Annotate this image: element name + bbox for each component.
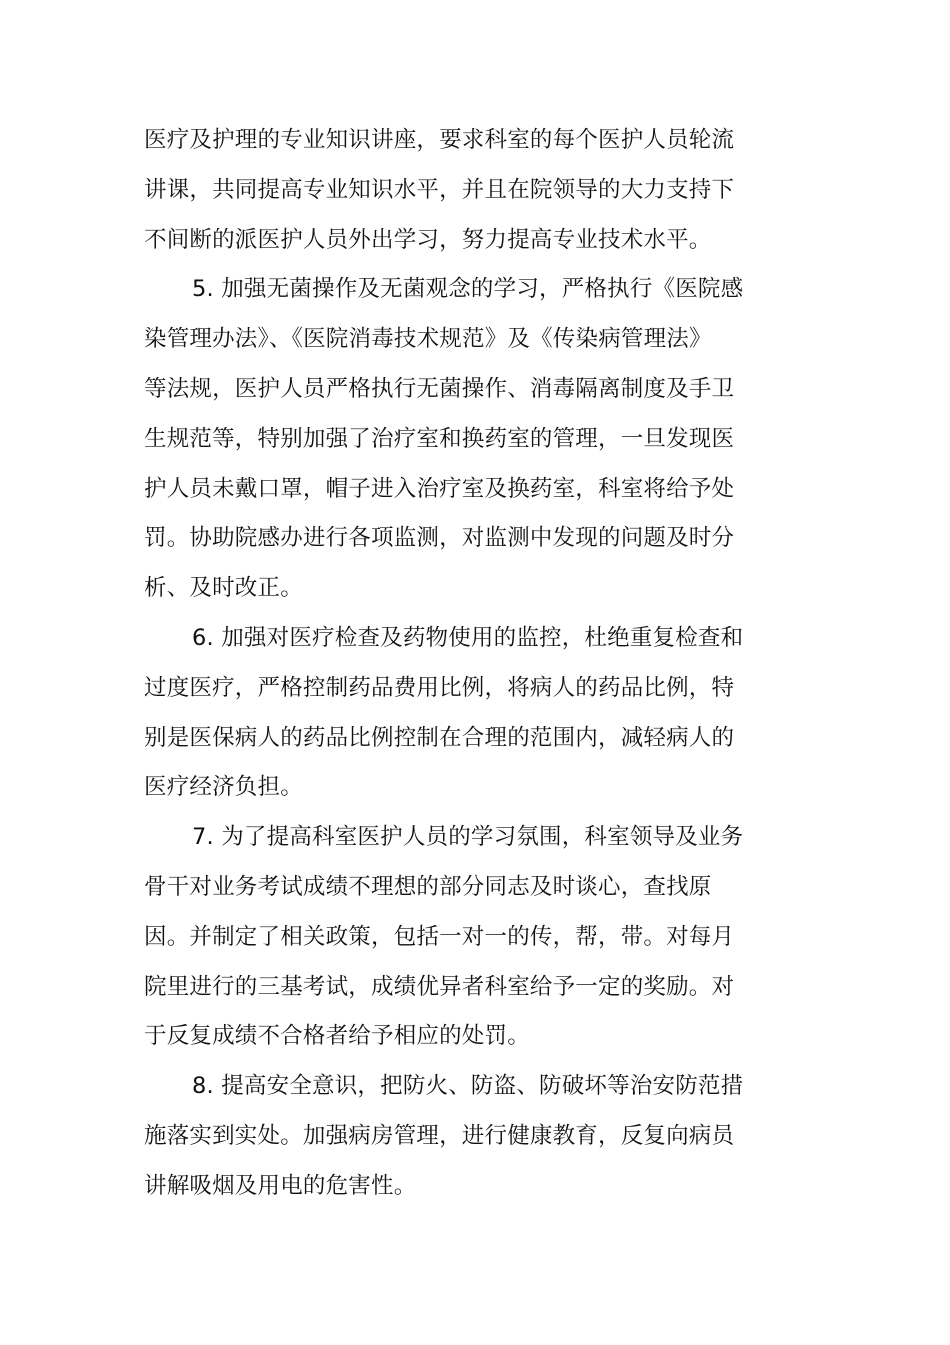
text-line: 施落实到实处。加强病房管理，进行健康教育，反复向病员 (144, 1122, 735, 1149)
text-line: 过度医疗，严格控制药品费用比例，将病人的药品比例，特 (144, 674, 735, 701)
document-body (144, 116, 754, 1212)
paragraph-item-7 (144, 813, 754, 1062)
text-line: 8. 提高安全意识，把防火、防盗、防破坏等治安防范措 (192, 1073, 744, 1100)
text-line: 别是医保病人的药品比例控制在合理的范围内，减轻病人的 (144, 724, 735, 751)
text-line: 生规范等，特别加强了治疗室和换药室的管理，一旦发现医 (144, 425, 735, 452)
text-line: 讲解吸烟及用电的危害性。 (144, 1172, 417, 1199)
text-line: 染管理办法》、《医院消毒技术规范》及《传染病管理法》 (144, 326, 712, 353)
paragraph-item-8 (144, 1062, 754, 1211)
text-line: 因。并制定了相关政策，包括一对一的传，帮，带。对每月 (144, 923, 735, 950)
text-line: 讲课，共同提高专业知识水平，并且在院领导的大力支持下 (144, 176, 735, 203)
paragraph-item-5 (144, 265, 754, 614)
text-line: 等法规，医护人员严格执行无菌操作、消毒隔离制度及手卫 (144, 375, 735, 402)
text-line: 医疗经济负担。 (144, 774, 303, 801)
text-line: 院里进行的三基考试，成绩优异者科室给予一定的奖励。对 (144, 973, 735, 1000)
text-line: 骨干对业务考试成绩不理想的部分同志及时谈心，查找原 (144, 873, 712, 900)
paragraph-item-6 (144, 614, 754, 813)
paragraph-continuation (144, 116, 754, 265)
text-line: 析、及时改正。 (144, 575, 303, 602)
text-line: 6. 加强对医疗检查及药物使用的监控，杜绝重复检查和 (192, 624, 744, 651)
text-line: 于反复成绩不合格者给予相应的处罚。 (144, 1023, 530, 1050)
text-line: 护人员未戴口罩，帽子进入治疗室及换药室，科室将给予处 (144, 475, 735, 502)
text-line: 5. 加强无菌操作及无菌观念的学习，严格执行《医院感 (192, 276, 744, 303)
text-line: 不间断的派医护人员外出学习，努力提高专业技术水平。 (144, 226, 712, 253)
text-line: 医疗及护理的专业知识讲座，要求科室的每个医护人员轮流 (144, 127, 735, 153)
text-line: 罚。协助院感办进行各项监测，对监测中发现的问题及时分 (144, 525, 735, 552)
text-line: 7. 为了提高科室医护人员的学习氛围，科室领导及业务 (192, 824, 744, 851)
